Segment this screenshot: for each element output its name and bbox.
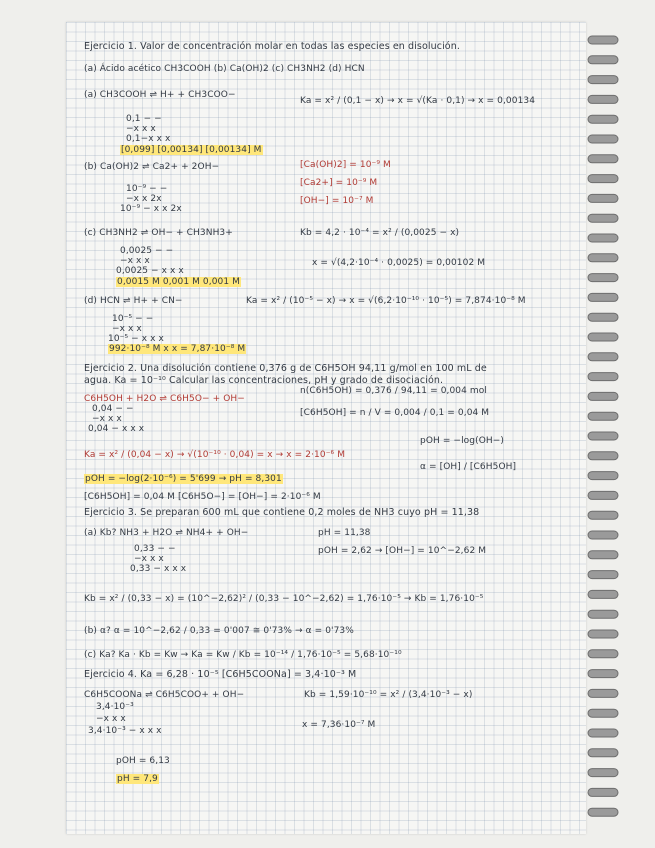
ex3-ice-row1: 0,33 − − xyxy=(134,544,176,554)
spiral-ring xyxy=(588,670,618,678)
spiral-ring xyxy=(588,56,618,64)
ex2-concentration: [C6H5OH] = n / V = 0,004 / 0,1 = 0,04 M xyxy=(300,408,490,418)
ex1d-ka: Ka = x² / (10⁻⁵ − x) → x = √(6,2·10⁻¹⁰ · 10⁻⁵) = 7,874·10⁻⁸ M xyxy=(246,296,526,306)
ex1d-ice-row3: 10⁻⁵ − x x x xyxy=(108,334,164,344)
ex1a-ice-row2: −x x x xyxy=(126,124,156,134)
ex4-ice-row3: 3,4·10⁻³ − x x x xyxy=(88,726,162,736)
ex1d-ice-row1: 10⁻⁵ − − xyxy=(112,314,154,324)
ex3-ice-row2: −x x x xyxy=(134,554,164,564)
ex3c-ka: (c) Ka? Ka · Kb = Kw → Ka = Kw / Kb = 10⁻¹⁴ / 1,76·10⁻⁵ = 5,68·10⁻¹⁰ xyxy=(84,650,402,660)
spiral-ring xyxy=(588,729,618,737)
ex2-moles: n(C6H5OH) = 0,376 / 94,11 = 0,004 mol xyxy=(300,386,487,396)
spiral-ring xyxy=(588,175,618,183)
ex1c-kb: Kb = 4,2 · 10⁻⁴ = x² / (0,0025 − x) xyxy=(300,228,460,238)
spiral-ring xyxy=(588,551,618,559)
ex1c-result: 0,0015 M 0,001 M 0,001 M xyxy=(117,277,241,287)
exercise-2-title: Ejercicio 2. Una disolución contiene 0,376 g de C6H5OH 94,11 g/mol en 100 mL de xyxy=(84,363,487,374)
spiral-ring xyxy=(588,234,618,242)
spiral-ring xyxy=(588,392,618,400)
spiral-ring xyxy=(588,313,618,321)
spiral-ring xyxy=(588,472,618,480)
ex1b-ice-row2: −x x 2x xyxy=(126,194,162,204)
ex1c-x: x = √(4,2·10⁻⁴ · 0,0025) = 0,00102 M xyxy=(312,258,486,268)
ex2-ice-row2: −x x x xyxy=(92,414,122,424)
ex1a-ice-row1: 0,1 − − xyxy=(126,114,162,124)
exercise-4-title: Ejercicio 4. Ka = 6,28 · 10⁻⁵ [C6H5COONa] = 3,4·10⁻³ M xyxy=(84,669,357,680)
spiral-ring xyxy=(588,769,618,777)
spiral-ring xyxy=(588,293,618,301)
ex1b-conc2: [Ca2+] = 10⁻⁹ M xyxy=(300,178,378,188)
ex4-ice-row1: 3,4·10⁻³ xyxy=(96,702,134,712)
spiral-ring xyxy=(588,808,618,816)
ex3-ph: pH = 11,38 xyxy=(318,528,371,538)
ex4-kb: Kb = 1,59·10⁻¹⁰ = x² / (3,4·10⁻³ − x) xyxy=(304,690,473,700)
exercise-1-title: Ejercicio 1. Valor de concentración molar en todas las especies en disolución. xyxy=(84,41,460,52)
spiral-ring xyxy=(588,353,618,361)
ex1a-result: [0,099] [0,00134] [0,00134] M xyxy=(121,145,262,155)
ex4-poh: pOH = 6,13 xyxy=(116,756,170,766)
spiral-ring xyxy=(588,650,618,658)
ex3b-alpha: (b) α? α = 10^−2,62 / 0,33 = 0'007 ≅ 0'73% → α = 0'73% xyxy=(84,626,354,636)
spiral-ring xyxy=(588,452,618,460)
ex1d-equation: (d) HCN ⇌ H+ + CN− xyxy=(84,296,183,306)
ex1b-ice-row3: 10⁻⁹ − x x 2x xyxy=(120,204,182,214)
spiral-ring xyxy=(588,155,618,163)
spiral-ring xyxy=(588,36,618,44)
ex3-ice-row3: 0,33 − x x x xyxy=(130,564,187,574)
spiral-ring xyxy=(588,511,618,519)
ex2-ka: Ka = x² / (0,04 − x) → √(10⁻¹⁰ · 0,04) = x → x = 2·10⁻⁶ M xyxy=(84,450,346,460)
exercise-1-items: (a) Ácido acético CH3COOH (b) Ca(OH)2 (c) CH3NH2 (d) HCN xyxy=(84,64,365,74)
ex1b-conc3: [OH−] = 10⁻⁷ M xyxy=(300,196,374,206)
spiral-ring xyxy=(588,135,618,143)
spiral-ring xyxy=(588,274,618,282)
spiral-ring xyxy=(588,254,618,262)
ex2-final-concentrations: [C6H5OH] = 0,04 M [C6H5O−] = [OH−] = 2·10⁻⁶ M xyxy=(84,492,321,502)
spiral-ring xyxy=(588,333,618,341)
ex1b-ice-row1: 10⁻⁹ − − xyxy=(126,184,168,194)
ex2-poh-def: pOH = −log(OH−) xyxy=(420,436,505,446)
ex2-poh-result: pOH = −log(2·10⁻⁶) = 5'699 → pH = 8,301 xyxy=(85,474,282,484)
spiral-ring xyxy=(588,432,618,440)
ex1a-equation: (a) CH3COOH ⇌ H+ + CH3COO− xyxy=(84,90,236,100)
spiral-binding xyxy=(586,30,626,830)
ex1a-ka: Ka = x² / (0,1 − x) → x = √(Ka · 0,1) → x = 0,00134 xyxy=(300,96,536,106)
spiral-ring xyxy=(588,630,618,638)
ex2-alpha: α = [OH] / [C6H5OH] xyxy=(420,462,517,472)
ex4-ice-row2: −x x x xyxy=(96,714,126,724)
exercise-2-title-line2: agua. Ka = 10⁻¹⁰ Calcular las concentraciones, pH y grado de disociación. xyxy=(84,375,444,386)
spiral-ring xyxy=(588,689,618,697)
spiral-ring xyxy=(588,610,618,618)
ex4-ph: pH = 7,9 xyxy=(117,774,158,784)
spiral-ring xyxy=(588,571,618,579)
spiral-ring xyxy=(588,194,618,202)
ex1b-conc1: [Ca(OH)2] = 10⁻⁹ M xyxy=(300,160,391,170)
ex1b-equation: (b) Ca(OH)2 ⇌ Ca2+ + 2OH− xyxy=(84,162,220,172)
ex4-equation: C6H5COONa ⇌ C6H5COO+ + OH− xyxy=(84,690,245,700)
ex2-equation: C6H5OH + H2O ⇌ C6H5O− + OH− xyxy=(84,394,245,404)
ex1a-ice-row3: 0,1−x x x xyxy=(126,134,171,144)
spiral-ring xyxy=(588,373,618,381)
ex2-ice-row1: 0,04 − − xyxy=(92,404,134,414)
spiral-ring xyxy=(588,531,618,539)
ex1c-ice-row1: 0,0025 − − xyxy=(120,246,174,256)
spiral-ring xyxy=(588,412,618,420)
ex1c-ice-row3: 0,0025 − x x x xyxy=(116,266,184,276)
spiral-ring xyxy=(588,115,618,123)
spiral-ring xyxy=(588,491,618,499)
ex3a-equation: (a) Kb? NH3 + H2O ⇌ NH4+ + OH− xyxy=(84,528,249,538)
spiral-ring xyxy=(588,788,618,796)
spiral-ring xyxy=(588,95,618,103)
ex1c-ice-row2: −x x x xyxy=(120,256,150,266)
spiral-ring xyxy=(588,749,618,757)
ex3-poh: pOH = 2,62 → [OH−] = 10^−2,62 M xyxy=(318,546,487,556)
spiral-ring xyxy=(588,709,618,717)
ex2-ice-row3: 0,04 − x x x xyxy=(88,424,145,434)
spiral-ring xyxy=(588,76,618,84)
spiral-ring xyxy=(588,214,618,222)
exercise-3-title: Ejercicio 3. Se preparan 600 mL que contiene 0,2 moles de NH3 cuyo pH = 11,38 xyxy=(84,507,480,518)
ex4-x: x = 7,36·10⁻⁷ M xyxy=(302,720,376,730)
ex3-kb: Kb = x² / (0,33 − x) = (10^−2,62)² / (0,33 − 10^−2,62) = 1,76·10⁻⁵ → Kb = 1,76·10⁻⁵ xyxy=(84,594,484,604)
ex1d-ice-row2: −x x x xyxy=(112,324,142,334)
spiral-ring xyxy=(588,590,618,598)
ex1d-result: 992·10⁻⁸ M x x = 7,87·10⁻⁸ M xyxy=(109,344,246,354)
ex1c-equation: (c) CH3NH2 ⇌ OH− + CH3NH3+ xyxy=(84,228,233,238)
